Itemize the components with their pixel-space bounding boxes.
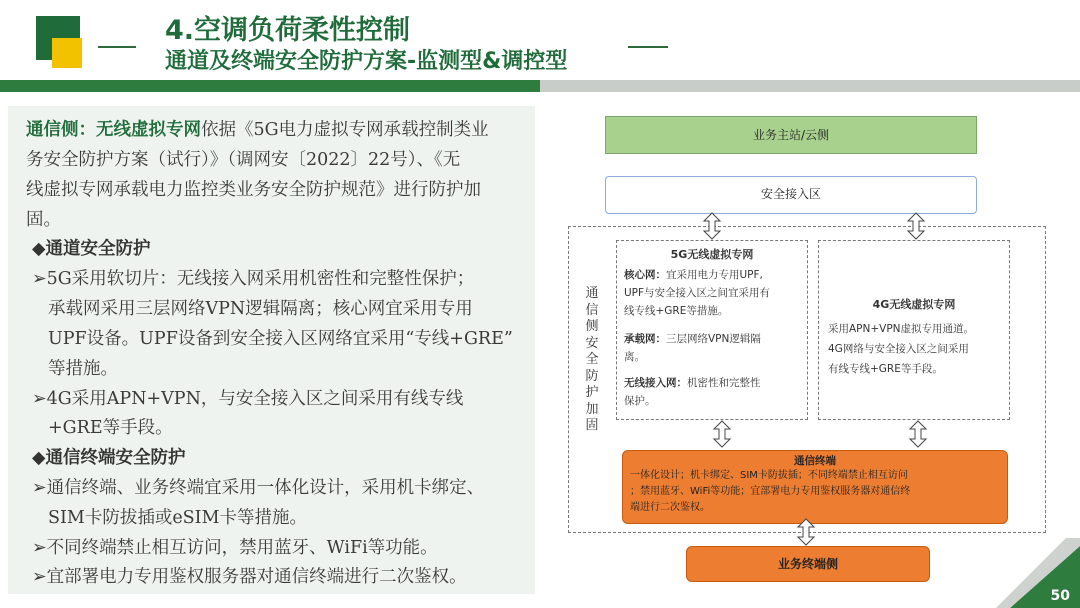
5g-bearer-label: 承载网： bbox=[624, 333, 666, 345]
4g-line-3: 有线专线+GRE等手段。 bbox=[828, 363, 943, 375]
5g-ran-line-1 bbox=[624, 374, 761, 392]
bullet-5g-line-2: 承载网采用三层网络VPN逻辑隔离；核心网宜采用专用 bbox=[48, 299, 473, 319]
bullet-4g: ➢4G采用APN+VPN，与安全接入区之间采用有线专线 bbox=[32, 389, 464, 409]
bullet-integrated-design-line-2: SIM卡防拔插或eSIM卡等措施。 bbox=[48, 508, 307, 528]
business-terminal-box: 业务终端侧 bbox=[686, 546, 930, 582]
comm-terminal-line-2: ；禁用蓝牙、WiFi等功能；宜部署电力专用鉴权服务器对通信终 bbox=[630, 486, 911, 497]
5g-bearer-text: 三层网络VPN逻辑隔 bbox=[666, 333, 761, 345]
bullet-4g-line-2: +GRE等手段。 bbox=[48, 418, 173, 438]
5g-core-label: 核心网： bbox=[624, 269, 666, 281]
label-wireless-vpn: 无线虚拟专网 bbox=[96, 120, 201, 140]
title-rule-left bbox=[98, 46, 136, 48]
5g-ran-text: 机密性和完整性 bbox=[687, 377, 761, 389]
4g-vpn-title: 4G无线虚拟专网 bbox=[872, 298, 956, 311]
page-subtitle: 通道及终端安全防护方案-监测型&调控型 bbox=[165, 49, 568, 74]
vertical-char: 防 bbox=[585, 368, 599, 384]
bullet-5g-line-3: UPF设备。UPF设备到安全接入区网络宜采用“专线+GRE” bbox=[48, 329, 513, 349]
5g-core-line-2: UPF与安全接入区之间宜采用有 bbox=[624, 287, 771, 299]
5g-vpn-title: 5G无线虚拟专网 bbox=[670, 248, 754, 261]
header-band-green bbox=[0, 80, 540, 92]
text-panel bbox=[8, 106, 535, 594]
5g-core-line-3: 线专线+GRE等措施。 bbox=[624, 305, 729, 317]
4g-line-1: 采用APN+VPN虚拟专用通道。 bbox=[828, 323, 975, 335]
bullet-no-mutual-access: ➢不同终端禁止相互访问，禁用蓝牙、WiFi等功能。 bbox=[32, 538, 438, 558]
paragraph-line-2: 务安全防护方案（试行）》（调网安〔2022〕22号）、《无 bbox=[26, 150, 461, 170]
vertical-char: 安 bbox=[585, 335, 599, 351]
logo-yellow-square bbox=[52, 38, 82, 68]
vertical-char: 信 bbox=[585, 302, 599, 318]
5g-bearer-line-2: 离。 bbox=[624, 351, 645, 363]
double-arrow-icon bbox=[702, 212, 722, 240]
header-band-gray bbox=[540, 80, 1080, 92]
master-station-box: 业务主站/云侧 bbox=[605, 116, 977, 154]
5g-bearer-line-1 bbox=[624, 330, 761, 348]
bullet-5g: ➢5G采用软切片：无线接入网采用机密性和完整性保护； bbox=[32, 269, 475, 289]
paragraph-line-4: 固。 bbox=[26, 210, 61, 230]
5g-core-text: 宜采用电力专用UPF, bbox=[666, 269, 763, 281]
comm-terminal-title: 通信终端 bbox=[794, 455, 836, 467]
bullet-5g-line-4: 等措施。 bbox=[48, 359, 118, 379]
heading-channel-security: ◆通道安全防护 bbox=[32, 239, 151, 259]
5g-ran-label: 无线接入网： bbox=[624, 377, 687, 389]
comm-terminal-line-1: 一体化设计；机卡绑定、SIM卡防拔插；不同终端禁止相互访问 bbox=[630, 470, 908, 481]
security-access-zone-box: 安全接入区 bbox=[605, 176, 977, 214]
paragraph-line-3: 线虚拟专网承载电力监控类业务安全防护规范》进行防护加 bbox=[26, 180, 481, 200]
page-number: 50 bbox=[1050, 588, 1070, 604]
comm-terminal-line-3: 端进行二次鉴权。 bbox=[630, 502, 710, 513]
5g-core-line-1 bbox=[624, 266, 763, 284]
vertical-char: 侧 bbox=[585, 319, 599, 334]
label-comm-side: 通信侧： bbox=[26, 120, 96, 140]
vertical-char: 加 bbox=[585, 401, 599, 417]
title-rule-right bbox=[628, 46, 668, 48]
page-title: 4.空调负荷柔性控制 bbox=[165, 15, 411, 46]
vertical-char: 全 bbox=[585, 352, 599, 367]
paragraph-text: 依据《5G电力虚拟专网承载控制类业 bbox=[201, 120, 489, 140]
bullet-integrated-design: ➢通信终端、业务终端宜采用一体化设计，采用机卡绑定、 bbox=[32, 478, 485, 498]
heading-terminal-security: ◆通信终端安全防护 bbox=[32, 448, 186, 468]
double-arrow-icon bbox=[908, 420, 928, 448]
double-arrow-icon bbox=[796, 518, 816, 546]
5g-ran-line-2: 保护。 bbox=[624, 395, 656, 407]
architecture-diagram bbox=[560, 108, 1050, 590]
double-arrow-icon bbox=[906, 212, 926, 240]
4g-line-2: 4G网络与安全接入区之间采用 bbox=[828, 343, 969, 355]
vertical-char: 护 bbox=[585, 385, 599, 400]
vertical-char: 固 bbox=[585, 418, 599, 433]
double-arrow-icon bbox=[712, 420, 732, 448]
vertical-char: 通 bbox=[585, 286, 599, 301]
vertical-label bbox=[584, 286, 600, 435]
bullet-auth-server: ➢宜部署电力专用鉴权服务器对通信终端进行二次鉴权。 bbox=[32, 567, 467, 587]
paragraph-line-1 bbox=[26, 116, 489, 141]
